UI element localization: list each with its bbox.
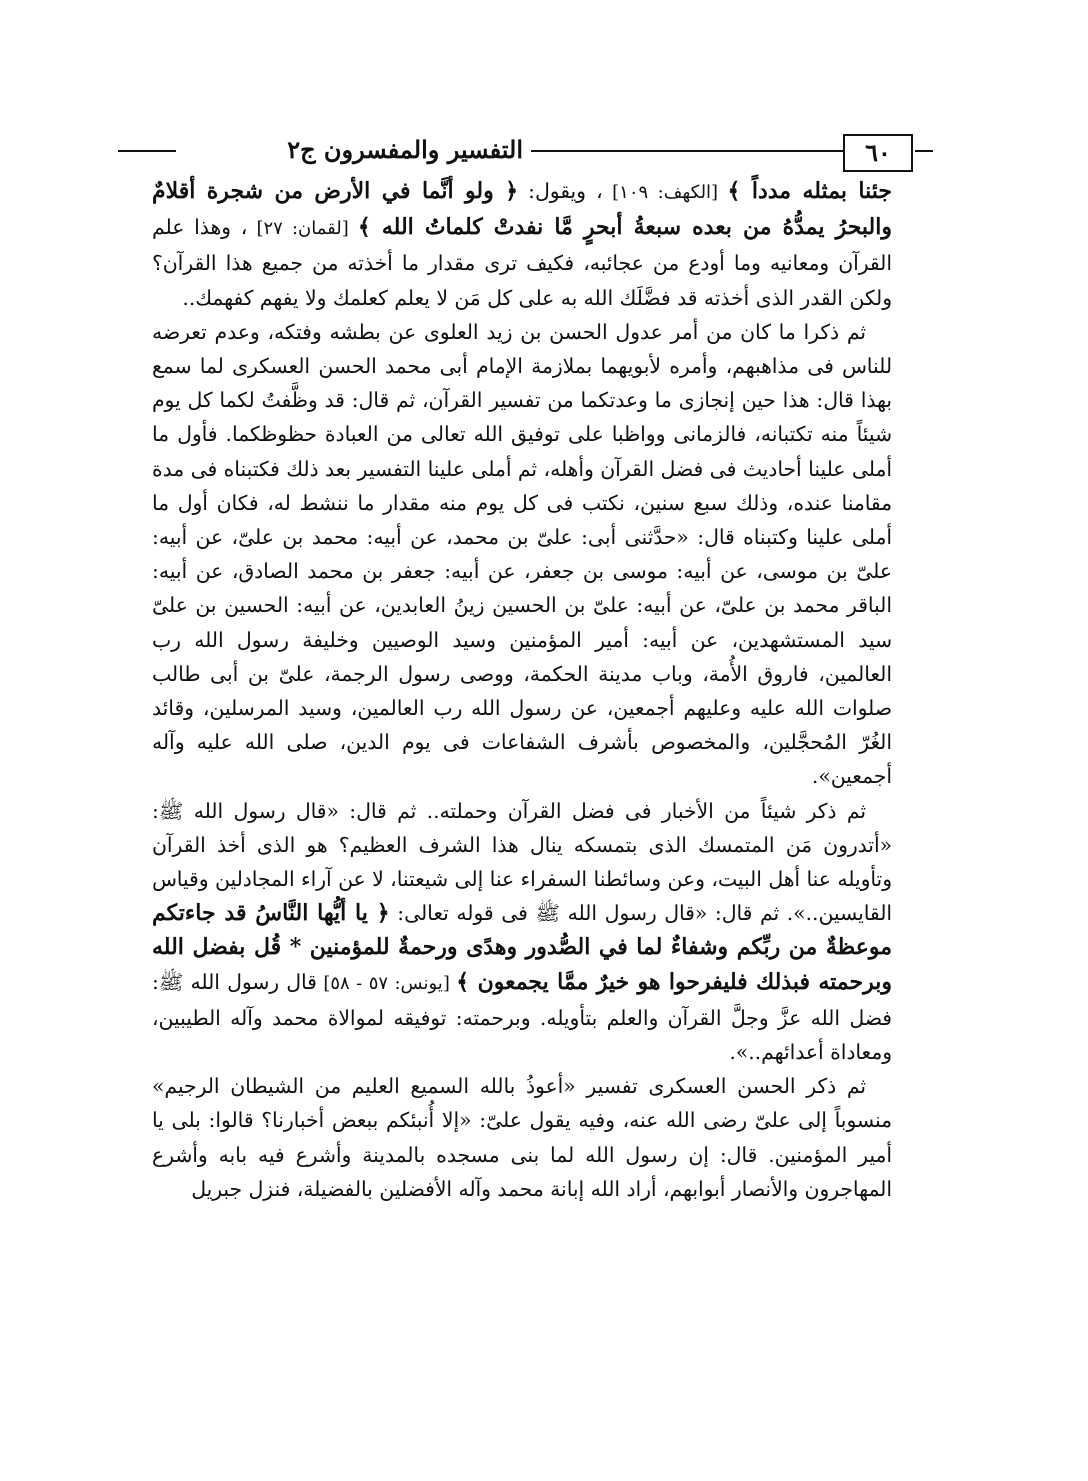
body-text xyxy=(152,174,892,1206)
running-title: التفسير والمفسرون ج٢ xyxy=(287,135,523,164)
paragraph xyxy=(152,794,892,1070)
text-run: ، ويقول: xyxy=(517,179,603,203)
header-rule-right xyxy=(915,150,933,152)
page-number: ٦٠ xyxy=(843,134,913,172)
quran-verse: جئنا بمثله مدداً ﴾ xyxy=(727,178,893,204)
text-run: قال رسول الله ﷺ: فضل الله عزَّ وجلَّ القرآن والعلم بتأويله. وبرحمته: توفيقه لموالاة محمد وآله الطيبين، ومعاداة أعدائهم..». xyxy=(152,969,892,1065)
verse-citation: [الكهف: ١٠٩] xyxy=(602,182,728,203)
page-header xyxy=(118,132,933,172)
text-run: ثم ذكر الحسن العسكرى تفسير «أعوذُ بالله السميع العليم من الشيطان الرجيم» منسوباً إلى علىّ رضى الله عنه، وفيه يقول علىّ: «إلا أُنبئكم ببعض أخبارنا؟ قالوا: بلى يا أمير المؤمنين. قال: إن رسول الله لما بنى مسجده بالمدينة وأشرع فيه بابه وأشرع المهاجرون والأنصار أبوابهم، أراد الله إبانة محمد وآله الأفضلين بالفضيلة، فنزل جبريل xyxy=(152,1074,892,1201)
verse-citation: [لقمان: ٢٧] xyxy=(247,218,358,240)
text-run: ثم ذكر شيئاً من الأخبار فى فضل القرآن وحملته.. ثم قال: «قال رسول الله ﷺ: «أتدرون مَن المتمسك الذى بتمسكه ينال هذا الشرف العظيم؟ هو الذى أخذ القرآن وتأويله عنا أهل البيت، وعن وسائطنا السفراء عنا إلى شيعتنا، لا عن آراء المجادلين وقياس القايسين..». ثم قال: «قال رسول الله ﷺ فى قوله تعالى: xyxy=(152,798,893,926)
text-run: ، وهذا علم القرآن ومعانيه وما أودع من عجائبه، فكيف ترى مقدار ما أخذته من جميع هذا القرآن؟ ولكن القدر الذى أخذته قد فضَّلَك الله به على كل مَن لا يعلم كعلمك ولا يفهم كفهمك.. xyxy=(152,215,892,310)
paragraph xyxy=(152,174,892,315)
paragraph xyxy=(152,315,892,794)
quran-verse: ﴿ يا أيُّها النَّاسُ قد جاءتكم موعظةٌ من ربِّكم وشفاءٌ لما في الصُّدور وهدًى ورحمةٌ للمؤمنين * قُل بفضل الله وبرحمته فبذلك فليفرحوا هو خيرٌ ممَّا يجمعون ﴾ xyxy=(152,900,893,995)
header-rule-middle xyxy=(531,150,843,152)
quran-verse: ﴿ ولو أنَّما في الأرض من شجرة أقلامٌ والبحرُ يمدُّهُ من بعده سبعةُ أبحرٍ مَّا نفدتْ كلماتُ الله ﴾ xyxy=(152,178,892,241)
paragraph xyxy=(152,1069,892,1206)
verse-citation: [يونس: ٥٧ - ٥٨] xyxy=(316,972,457,994)
header-rule-left xyxy=(118,150,176,152)
text-run: ثم ذكرا ما كان من أمر عدول الحسن بن زيد العلوى عن بطشه وفتكه، وعدم تعرضه للناس فى مذاهبهم، وأمره لأبويهما بملازمة الإمام أبى محمد الحسن العسكرى لما سمع بهذا قال: هذا حين إنجازى ما وعدتكما من تفسير القرآن، ثم قال: قد وظَّفتُ لكما كل يوم شيئاً منه تكتبانه، فالزمانى وواظبا على توفيق الله تعالى من العبادة حظوظكما. فأول ما أملى علينا أحاديث فى فضل القرآن وأهله، ثم أملى علينا التفسير بعد ذلك فكتبناه فى مدة مقامنا عنده، وذلك سبع سنين، نكتب فى كل يوم منه مقدار ما ننشط له، فكان أول ما أملى علينا وكتبناه قال: «حدَّثنى أبى: علىّ بن محمد، عن أبيه: محمد بن علىّ، عن أبيه: علىّ بن موسى، عن أبيه: موسى بن جعفر، عن أبيه: جعفر بن محمد الصادق، عن أبيه: الباقر محمد بن علىّ، عن أبيه: علىّ بن الحسين زينُ العابدين، عن أبيه: الحسين بن علىّ سيد المستشهدين، عن أبيه: أمير المؤمنين وسيد الوصيين وخليفة رسول الله رب العالمين، فاروق الأُمة، وباب مدينة الحكمة، ووصى رسول الرجمة، علىّ بن أبى طالب صلوات الله عليه وعليهم أجمعين، عن رسول الله رب العالمين، وسيد المرسلين، وقائد الغُرّ المُحجَّلين، والمخصوص بأشرف الشفاعات فى يوم الدين، صلى الله عليه وآله أجمعين». xyxy=(152,319,892,789)
